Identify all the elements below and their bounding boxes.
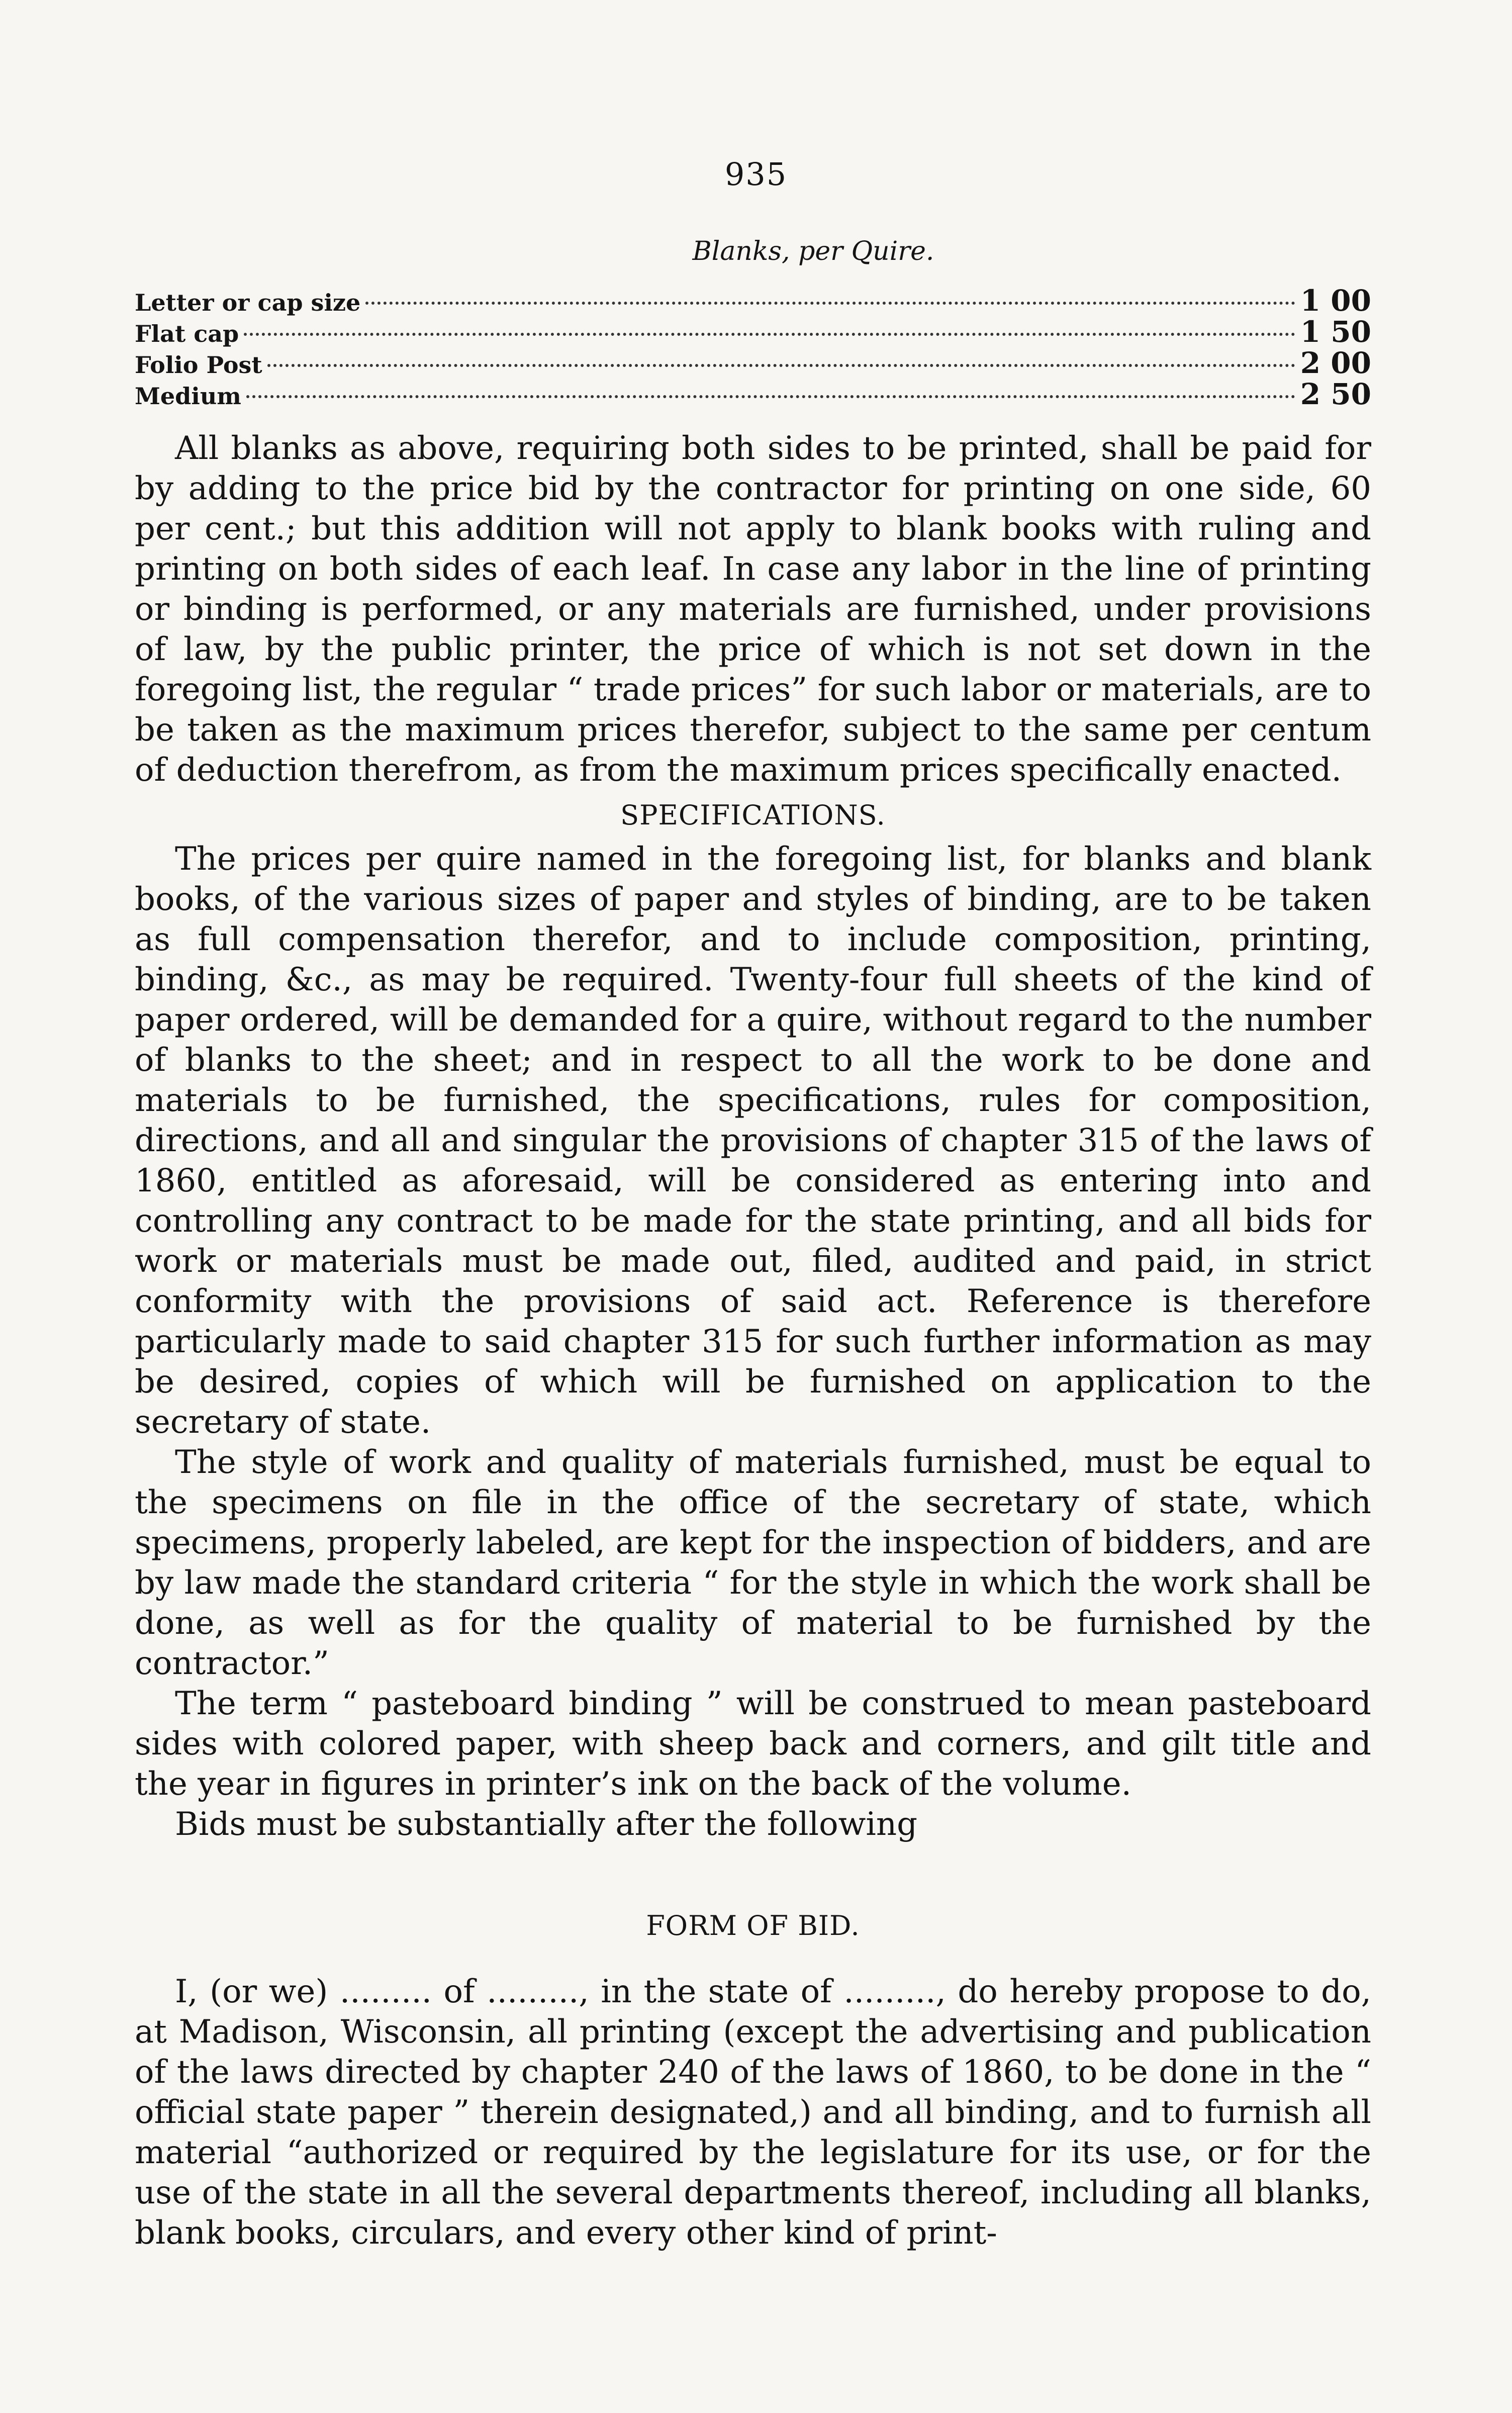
price-row (135, 284, 1371, 318)
dot-leader (267, 364, 1295, 367)
price-label: Medium (135, 383, 241, 410)
form-of-bid-paragraph: I, (or we) ......... of ........., in the state of ........., do hereby propose to do, at Madison, Wisconsin, all printing (except the advertising and publication of the laws directed by chapter 240 of the laws of 1860, to be done in the “ official state paper ” therein designated,) and all binding, and to furnish all material “authorized or required by the legislature for its use, or for the use of the state in all the several departments thereof, including all blanks, blank books, circulars, and every other kind of print- (135, 1973, 1371, 2252)
price-value: 2 00 (1300, 346, 1371, 380)
price-value: 2 50 (1300, 377, 1371, 411)
dot-leader (246, 395, 1295, 398)
price-label: Letter or cap size (135, 289, 361, 316)
price-label: Folio Post (135, 351, 262, 379)
price-value: 1 50 (1300, 315, 1371, 349)
dot-leader (244, 333, 1295, 336)
price-list (135, 284, 1371, 411)
section-subtitle: Blanks, per Quire. (692, 236, 934, 266)
pasteboard-binding-paragraph: The term “ pasteboard binding ” will be construed to mean pasteboard sides with colored paper, with sheep back and corners, and gilt title and the year in figures in printer’s ink on the back of the volume. (135, 1685, 1371, 1803)
dot-leader (365, 302, 1295, 305)
price-row (135, 315, 1371, 349)
price-value: 1 00 (1300, 284, 1371, 318)
price-row (135, 377, 1371, 411)
specimens-paragraph: The style of work and quality of materials furnished, must be equal to the specimens on file in the office of the secretary of state, which specimens, properly labeled, are kept for the inspection of bidders, and are by law made the standard criteria “ for the style in which the work shall be done, as well as for the quality of material to be furnished by the contractor.” (135, 1444, 1371, 1682)
blanks-note-paragraph: All blanks as above, requiring both sides to be printed, shall be paid for by adding to the price bid by the contractor for printing on one side, 60 per cent.; but this addition will not apply to blank books with ruling and printing on both sides of each leaf. In case any labor in the line of printing or binding is performed, or any materials are furnished, under provisions of law, by the public printer, the price of which is not set down in the foregoing list, the regular “ trade prices” for such labor or materials, are to be taken as the maximum prices therefor, subject to the same per centum of deduction therefrom, as from the maximum prices specifically enacted. (135, 430, 1371, 789)
specifications-heading: SPECIFICATIONS. (620, 799, 886, 831)
page-body (135, 236, 1371, 2253)
form-of-bid-heading: FORM OF BID. (646, 1910, 860, 1941)
price-label: Flat cap (135, 320, 239, 347)
specifications-paragraph: The prices per quire named in the foregoing list, for blanks and blank books, of the various sizes of paper and styles of binding, are to be taken as full compensation therefor, and to include composition, printing, binding, &c., as may be required. Twenty-four full sheets of the kind of paper ordered, will be demanded for a quire, without regard to the number of blanks to the sheet; and in respect to all the work to be done and materials to be furnished, the specifications, rules for composition, directions, and all and singular the provisions of chapter 315 of the laws of 1860, entitled as aforesaid, will be considered as entering into and controlling any contract to be made for the state printing, and all bids for work or materials must be made out, filed, audited and paid, in strict conformity with the provisions of said act. Reference is therefore particularly made to said chapter 315 for such further information as may be desired, copies of which will be furnished on application to the secretary of state. (135, 841, 1371, 1441)
price-row (135, 346, 1371, 380)
bids-intro-paragraph: Bids must be substantially after the following (175, 1806, 918, 1843)
page-number: 935 (724, 156, 788, 193)
